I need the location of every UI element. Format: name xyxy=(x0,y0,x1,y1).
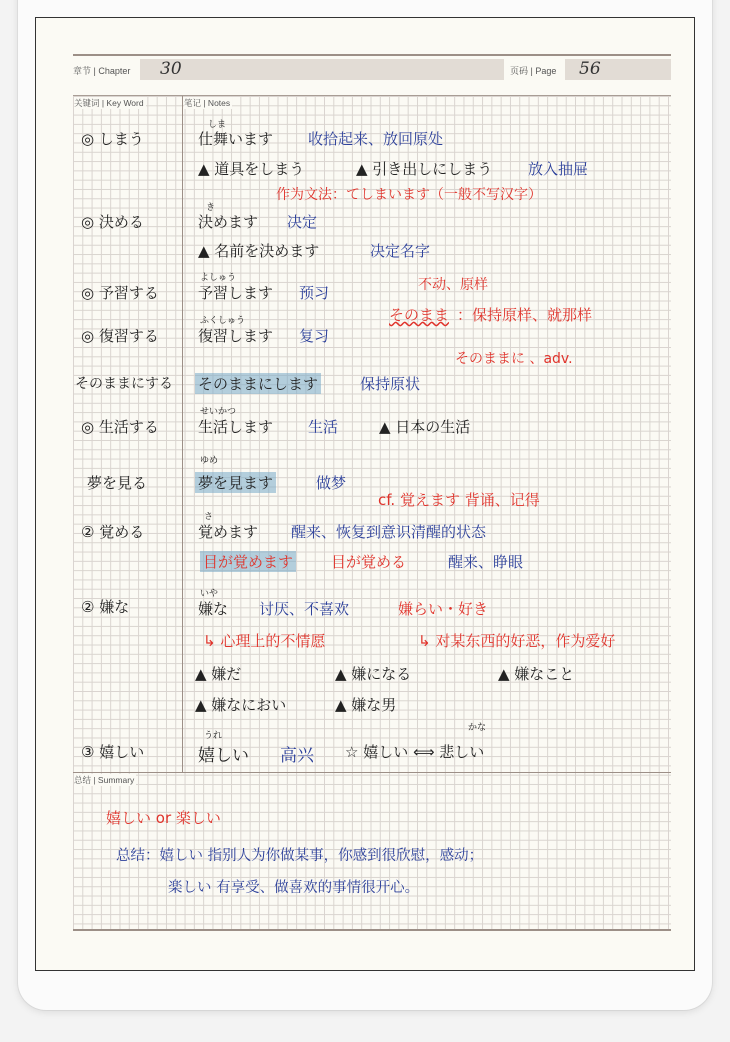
ruby-reading: ゆめ xyxy=(200,456,219,466)
note-word: 復習します xyxy=(198,327,274,345)
note-translation: 生活 xyxy=(308,418,339,436)
keyword: ③ 嬉しい xyxy=(81,743,145,761)
note-example: ▲ 嫌なにおい xyxy=(195,696,287,714)
note-annotation: 不动、原样 xyxy=(418,277,488,293)
note-translation: 决定 xyxy=(287,213,318,231)
note-annotation: 目が覚める xyxy=(331,553,407,571)
keyword: ② 嫌な xyxy=(81,598,130,616)
ruby-reading: き xyxy=(206,203,216,213)
note-example: ▲ 嫌な男 xyxy=(335,696,397,714)
keyword: ◎ しまう xyxy=(81,130,144,148)
summary-label: 总结 | Summary xyxy=(74,775,135,785)
chapter-value: 30 xyxy=(160,59,182,79)
note-annotation: 作为文法：てしまいます（一般不写汉字） xyxy=(276,187,542,203)
chapter-field xyxy=(140,59,504,80)
notebook-page xyxy=(35,17,695,971)
note-annotation: そのまま xyxy=(389,306,450,324)
note-word: 嫌な xyxy=(198,600,229,618)
page-value: 56 xyxy=(579,59,601,79)
note-annotation: そのままに 、adv. xyxy=(455,351,573,367)
note-word: 嬉しい xyxy=(198,746,249,766)
note-example: ▲ 嫌だ xyxy=(195,665,242,683)
header-bar xyxy=(73,54,671,81)
note-translation: 复习 xyxy=(299,327,330,345)
summary-divider xyxy=(73,772,671,773)
summary-title: 嬉しい or 楽しい xyxy=(106,809,221,827)
page-field xyxy=(565,59,671,80)
note-example: ▲ 引き出しにしまう xyxy=(356,160,493,178)
note-word-highlighted: 夢を見ます xyxy=(195,472,276,493)
chapter-label: 章节 | Chapter xyxy=(73,66,131,76)
page-label: 页码 | Page xyxy=(510,66,557,76)
note-word: 決めます xyxy=(198,213,259,231)
keyword: 夢を見る xyxy=(87,474,148,492)
note-word: 生活します xyxy=(198,418,274,436)
note-annotation: ↳ 心理上的不情愿 xyxy=(203,632,326,650)
note-translation: 放入抽屉 xyxy=(528,160,589,178)
note-word: 予習します xyxy=(198,284,274,302)
note-translation: 预习 xyxy=(299,284,330,302)
note-translation: 做梦 xyxy=(316,474,347,492)
ruby-reading: しま xyxy=(208,120,227,130)
notes-column-label: 笔记 | Notes xyxy=(184,98,231,108)
note-translation: 醒来、恢复到意识清醒的状态 xyxy=(291,523,487,541)
note-word-highlighted: そのままにします xyxy=(195,373,321,394)
note-annotation: 嫌らい・好き xyxy=(398,600,489,618)
keyword: ◎ 生活する xyxy=(81,418,159,436)
note-annotation: ：保持原样、就那样 xyxy=(457,306,593,324)
ruby-reading: さ xyxy=(204,512,214,522)
note-example: ☆ 嬉しい ⟺ 悲しい xyxy=(345,743,485,761)
note-translation: 决定名字 xyxy=(370,242,431,260)
note-translation: 收拾起来、放回原处 xyxy=(308,130,444,148)
ruby-reading: ふくしゅう xyxy=(200,316,246,326)
note-example: ▲ 名前を決めます xyxy=(198,242,320,260)
note-annotation: ↳ 对某东西的好恶，作为爱好 xyxy=(418,632,616,650)
note-translation: 保持原状 xyxy=(360,375,421,393)
note-word-highlighted: 目が覚めます xyxy=(200,551,296,572)
note-word: 仕舞います xyxy=(198,130,274,148)
note-translation: 高兴 xyxy=(280,746,314,766)
ruby-reading: いや xyxy=(200,589,219,599)
keyword: ◎ 復習する xyxy=(81,327,159,345)
keyword: ◎ 決める xyxy=(81,213,144,231)
note-example: ▲ 道具をしまう xyxy=(198,160,305,178)
keyword: そのままにする xyxy=(75,376,173,392)
note-example: ▲ 嫌なこと xyxy=(498,665,575,683)
grid-area xyxy=(73,95,671,931)
note-translation: 讨厌、不喜欢 xyxy=(259,600,350,618)
column-divider xyxy=(182,96,183,772)
note-annotation: cf. 覚えます 背诵、记得 xyxy=(378,491,540,509)
keyword-column-label: 关键词 | Key Word xyxy=(74,98,144,108)
summary-text: 总结：嬉しい 指别人为你做某事，你感到很欣慰，感动； xyxy=(116,848,484,864)
ruby-reading: うれ xyxy=(204,731,223,741)
note-example: ▲ 日本の生活 xyxy=(379,418,471,436)
ruby-reading: かな xyxy=(468,723,487,733)
ruby-reading: せいかつ xyxy=(200,407,237,417)
keyword: ② 覚める xyxy=(81,523,145,541)
note-translation: 醒来、睁眼 xyxy=(448,553,524,571)
ruby-reading: よしゅう xyxy=(200,273,237,283)
note-example: ▲ 嫌になる xyxy=(335,665,412,683)
keyword: ◎ 予習する xyxy=(81,284,159,302)
note-word: 覚めます xyxy=(198,523,259,541)
summary-text: 楽しい 有享受、做喜欢的事情很开心。 xyxy=(168,880,420,896)
